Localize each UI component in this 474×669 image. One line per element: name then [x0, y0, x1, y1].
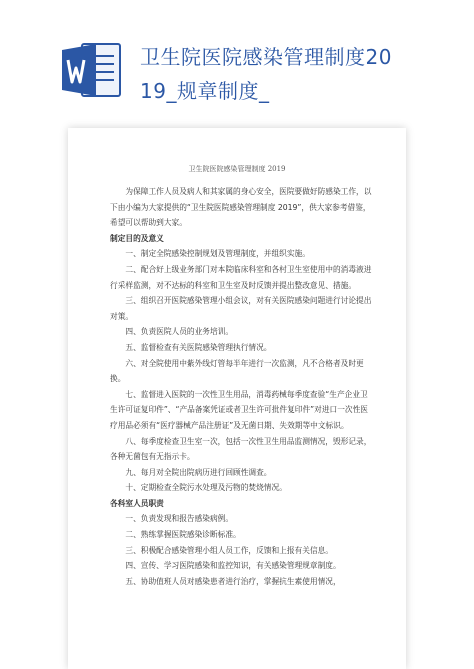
section-heading: 各科室人员职责 [110, 498, 164, 508]
title-line-1: 卫生院医院感染管理制度20 [140, 45, 392, 69]
paragraph: 四、宣传、学习医院感染和监控知识，有关感染管理规章制度。 [125, 561, 341, 571]
word-document-icon [60, 40, 122, 100]
paragraph: 十、定期检查全院污水处理及污物的焚烧情况。 [125, 483, 287, 493]
section-heading: 制定目的及意义 [110, 233, 164, 243]
paragraph: 三、组织召开医院感染管理小组会议，对有关医院感染问题进行讨论提出对策。 [110, 296, 372, 321]
paragraph: 五、监督检查有关医院感染管理执行情况。 [125, 342, 272, 352]
paragraph: 二、熟练掌握医院感染诊断标准。 [125, 530, 241, 540]
document-body [110, 184, 372, 589]
paragraph: 七、监督进入医院的一次性卫生用品，消毒药械每季度查验“生产企业卫生许可证复印件”、“产品备案凭证或者卫生许可批件复印件”对进口一次性医疗用品必须有“医疗器械产品注册证”及无菌日期、失效期等中文标识。 [110, 389, 368, 430]
header-banner [0, 0, 474, 120]
running-header: 卫生院医院感染管理制度 2019 [188, 165, 286, 173]
paragraph: 八、每季度检查卫生室一次，包括一次性卫生用品监测情况，毁形记录，各种无菌包有无指示卡。 [110, 436, 372, 462]
paragraph: 六、对全院使用中紫外线灯管每半年进行一次监测，凡不合格者及时更换。 [110, 358, 364, 384]
document-page [68, 128, 406, 669]
title-line-2: 19_规章制度_ [140, 79, 270, 103]
paragraph: 二、配合好上级业务部门对本院临床科室和各村卫生室使用中的消毒液进行采样监测，对不达标的科室和卫生室及时反馈并提出整改意见、措施。 [110, 264, 372, 290]
paragraph: 三、积极配合感染管理小组人员工作，反馈和上报有关信息。 [125, 545, 333, 555]
paragraph: 一、制定全院感染控制规划及管理制度，并组织实施。 [125, 249, 310, 259]
paragraph: 一、负责发现和报告感染病例。 [125, 514, 234, 524]
paragraph: 九、每月对全院出院病历进行回顾性调查。 [125, 467, 272, 477]
paragraph: 四、负责医院人员的业务培训。 [125, 327, 234, 337]
paragraph: 为保障工作人员及病人和其家属的身心安全，医院要做好防感染工作，以下由小编为大家提供的“卫生院医院感染管理制度 2019”，供大家参考借鉴，希望可以帮助到大家。 [110, 187, 372, 228]
document-title [140, 40, 460, 108]
paragraph: 五、协助值班人员对感染患者进行治疗，掌握抗生素使用情况， [125, 576, 341, 586]
